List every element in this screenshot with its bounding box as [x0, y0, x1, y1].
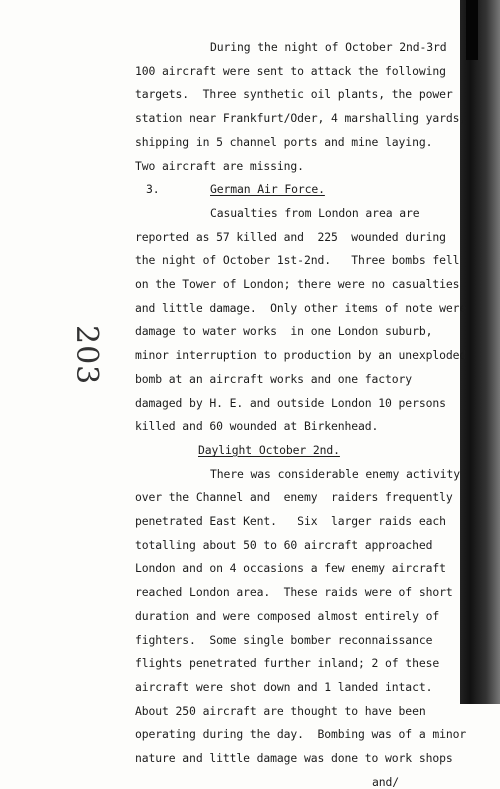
text-line: on the Tower of London; there were no casualties	[135, 277, 460, 291]
text-line: station near Frankfurt/Oder, 4 marshalling yards,	[135, 111, 467, 126]
text-line: bomb at an aircraft works and one factory	[135, 371, 413, 386]
text-line: the night of October 1st-2nd. Three bombs fell	[135, 253, 460, 268]
text-line: London and on 4 occasions a few enemy aircraft	[135, 561, 446, 576]
section-number: 3.	[146, 182, 160, 197]
text-line: minor interruption to production by an unexploded	[135, 348, 467, 363]
text-line: damaged by H. E. and outside London 10 persons	[135, 395, 446, 410]
text-line: flights penetrated further inland; 2 of these	[135, 656, 440, 671]
text-line: About 250 aircraft are thought to have been	[135, 703, 426, 718]
text-line: over the Channel and enemy raiders frequently	[135, 490, 453, 505]
text-line: targets. Three synthetic oil plants, the power	[135, 87, 453, 102]
text-line: damage to water works in one London suburb,	[135, 324, 433, 339]
text-line: operating during the day. Bombing was of a minor	[135, 727, 467, 742]
handwritten-folio-number: 203	[69, 325, 104, 386]
text-line: There was considerable enemy activity	[210, 466, 461, 481]
text-line: penetrated East Kent. Six larger raids each	[135, 514, 446, 528]
text-line: Two aircraft are missing.	[135, 158, 304, 173]
text-line: shipping in 5 channel ports and mine laying.	[135, 134, 433, 149]
text-line: and little damage. Only other items of note were	[135, 300, 467, 315]
text-line: nature and little damage was done to work shops	[135, 751, 453, 765]
subsection-heading: Daylight October 2nd.	[198, 442, 340, 457]
scan-edge-notch	[466, 0, 478, 60]
text-line: reached London area. These raids were of short	[135, 585, 453, 600]
section-heading: German Air Force.	[210, 182, 325, 197]
text-line: totalling about 50 to 60 aircraft approached	[135, 537, 433, 552]
text-line: and/	[372, 774, 400, 789]
text-line: reported as 57 killed and 225 wounded during	[135, 229, 446, 244]
text-line: duration and were composed almost entirely of	[135, 608, 440, 623]
text-line: aircraft were shot down and 1 landed intact.	[135, 679, 433, 694]
text-line: 100 aircraft were sent to attack the following	[135, 63, 446, 78]
text-line: killed and 60 wounded at Birkenhead.	[135, 419, 379, 434]
text-line: During the night of October 2nd-3rd	[210, 40, 447, 54]
text-line: Casualties from London area are	[210, 205, 420, 220]
text-line: fighters. Some single bomber reconnaissance	[135, 632, 433, 647]
